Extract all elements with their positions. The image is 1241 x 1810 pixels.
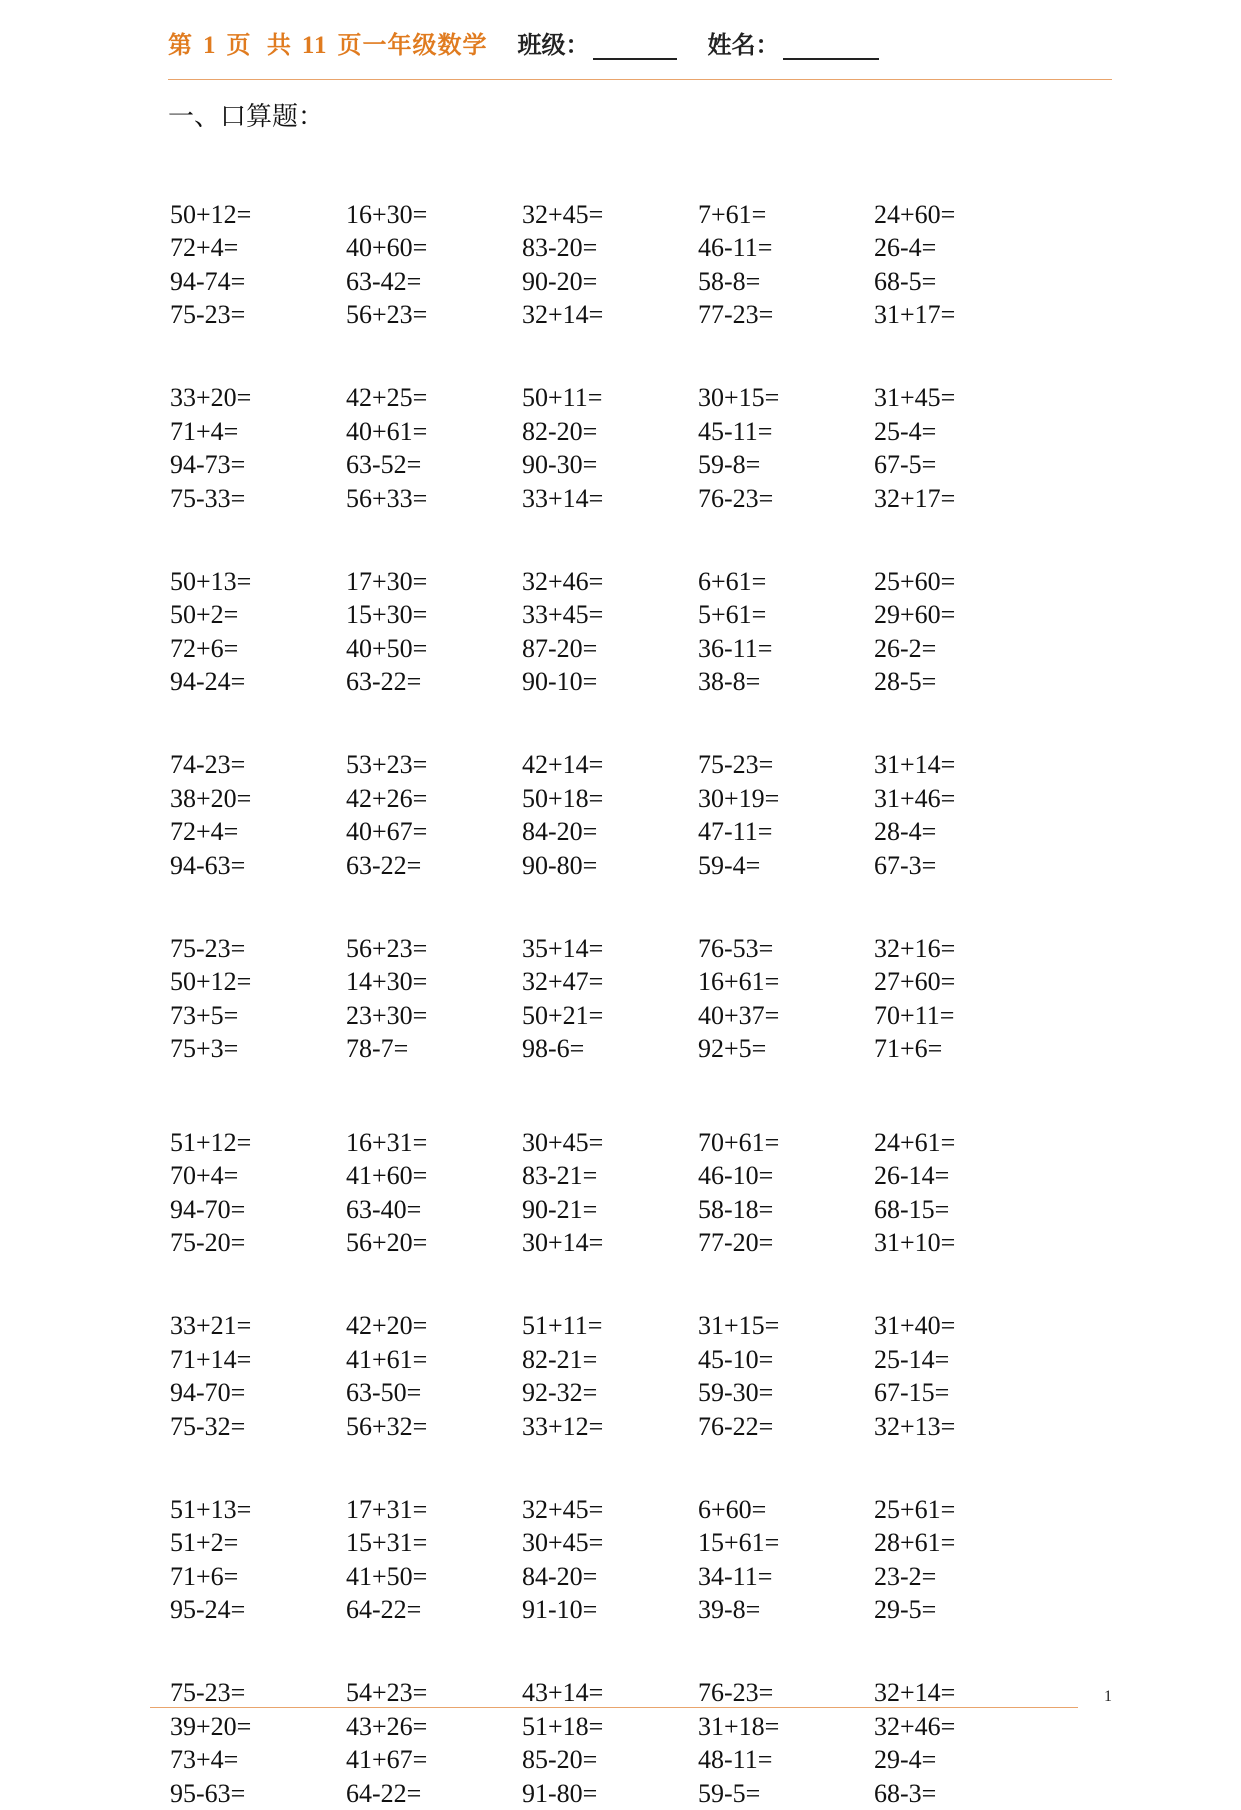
math-problem: 98-6= [522, 1032, 698, 1066]
math-problem: 30+45= [522, 1126, 698, 1160]
math-problem: 59-30= [698, 1376, 874, 1410]
math-problem: 31+45= [874, 381, 1050, 415]
problem-group [170, 932, 1070, 1066]
math-problem: 76-23= [698, 1676, 874, 1710]
math-problem: 54+23= [346, 1676, 522, 1710]
math-problem: 42+25= [346, 381, 522, 415]
math-problem: 42+20= [346, 1309, 522, 1343]
math-problem: 45-10= [698, 1343, 874, 1377]
math-problem: 75+3= [170, 1032, 346, 1066]
math-problem: 72+4= [170, 231, 346, 265]
math-problem: 82-21= [522, 1343, 698, 1377]
math-problem: 31+10= [874, 1226, 1050, 1260]
math-problem: 51+12= [170, 1126, 346, 1160]
problem-group [170, 1676, 1070, 1810]
math-problem: 33+20= [170, 381, 346, 415]
math-problem: 28+61= [874, 1526, 1050, 1560]
math-problem: 91-10= [522, 1593, 698, 1627]
math-problem: 41+60= [346, 1159, 522, 1193]
math-problem: 23-2= [874, 1560, 1050, 1594]
math-problem: 32+13= [874, 1410, 1050, 1444]
math-problem: 30+45= [522, 1526, 698, 1560]
math-problem: 63-22= [346, 849, 522, 883]
math-problem: 15+31= [346, 1526, 522, 1560]
math-problem: 63-40= [346, 1193, 522, 1227]
math-problem: 28-5= [874, 665, 1050, 699]
math-problem: 30+19= [698, 782, 874, 816]
math-problem: 71+14= [170, 1343, 346, 1377]
problem-group [170, 565, 1070, 699]
math-problem: 71+6= [874, 1032, 1050, 1066]
math-problem: 75-23= [698, 748, 874, 782]
math-problem: 45-11= [698, 415, 874, 449]
math-problem: 64-22= [346, 1777, 522, 1810]
math-problem: 33+14= [522, 482, 698, 516]
math-problem: 94-24= [170, 665, 346, 699]
math-problem: 90-10= [522, 665, 698, 699]
math-problem: 41+50= [346, 1560, 522, 1594]
math-problem: 40+61= [346, 415, 522, 449]
math-problem: 50+21= [522, 999, 698, 1033]
math-problem: 50+2= [170, 598, 346, 632]
page-word: 页 [227, 31, 252, 59]
math-problem: 41+67= [346, 1743, 522, 1777]
math-problem: 32+47= [522, 965, 698, 999]
math-problem: 68-5= [874, 265, 1050, 299]
footer-divider [150, 1707, 1078, 1708]
math-problem: 15+30= [346, 598, 522, 632]
math-problem: 58-18= [698, 1193, 874, 1227]
math-problem: 83-20= [522, 231, 698, 265]
math-problem: 94-70= [170, 1376, 346, 1410]
problem-group [170, 1309, 1070, 1443]
math-problem: 47-11= [698, 815, 874, 849]
math-problem: 26-14= [874, 1159, 1050, 1193]
math-problem: 85-20= [522, 1743, 698, 1777]
problem-group [170, 381, 1070, 515]
math-problem: 46-10= [698, 1159, 874, 1193]
math-problem: 24+61= [874, 1126, 1050, 1160]
math-problem: 71+6= [170, 1560, 346, 1594]
math-problem: 31+18= [698, 1710, 874, 1744]
math-problem: 76-53= [698, 932, 874, 966]
math-problem: 15+61= [698, 1526, 874, 1560]
worksheet-title: 页一年级数学 [337, 31, 487, 59]
math-problem: 70+4= [170, 1159, 346, 1193]
math-problem: 90-21= [522, 1193, 698, 1227]
math-problem: 40+50= [346, 632, 522, 666]
math-problem: 31+46= [874, 782, 1050, 816]
total-prefix: 共 [267, 31, 292, 59]
math-problem: 68-15= [874, 1193, 1050, 1227]
math-problem: 56+23= [346, 298, 522, 332]
math-problem: 63-42= [346, 265, 522, 299]
math-problem: 28-4= [874, 815, 1050, 849]
math-problem: 56+32= [346, 1410, 522, 1444]
math-problem: 29-4= [874, 1743, 1050, 1777]
math-problem: 32+46= [522, 565, 698, 599]
math-problem: 32+16= [874, 932, 1050, 966]
math-problem: 94-73= [170, 448, 346, 482]
math-problem: 50+13= [170, 565, 346, 599]
math-problem: 26-4= [874, 231, 1050, 265]
page-number: 1 [1104, 1688, 1112, 1706]
math-problem: 94-63= [170, 849, 346, 883]
math-problem: 63-22= [346, 665, 522, 699]
math-problem: 73+5= [170, 999, 346, 1033]
problem-group [170, 748, 1070, 882]
math-problem: 23+30= [346, 999, 522, 1033]
header-divider [168, 79, 1112, 80]
math-problem: 75-23= [170, 298, 346, 332]
math-problem: 77-20= [698, 1226, 874, 1260]
math-problem: 76-23= [698, 482, 874, 516]
math-problem: 41+61= [346, 1343, 522, 1377]
math-problem: 83-21= [522, 1159, 698, 1193]
math-problem: 63-52= [346, 448, 522, 482]
math-problem: 71+4= [170, 415, 346, 449]
math-problem: 91-80= [522, 1777, 698, 1810]
math-problem: 36-11= [698, 632, 874, 666]
math-problem: 31+40= [874, 1309, 1050, 1343]
math-problem: 75-20= [170, 1226, 346, 1260]
math-problem: 43+14= [522, 1676, 698, 1710]
math-problem: 92+5= [698, 1032, 874, 1066]
math-problem: 56+33= [346, 482, 522, 516]
math-problem: 25-4= [874, 415, 1050, 449]
math-problem: 58-8= [698, 265, 874, 299]
math-problem: 59-4= [698, 849, 874, 883]
math-problem: 64-22= [346, 1593, 522, 1627]
math-problem: 92-32= [522, 1376, 698, 1410]
page-header [168, 20, 879, 64]
math-problem: 73+4= [170, 1743, 346, 1777]
math-problem: 72+6= [170, 632, 346, 666]
math-problem: 34-11= [698, 1560, 874, 1594]
math-problem: 25+61= [874, 1493, 1050, 1527]
math-problem: 33+21= [170, 1309, 346, 1343]
math-problem: 63-50= [346, 1376, 522, 1410]
math-problem: 82-20= [522, 415, 698, 449]
math-problem: 51+18= [522, 1710, 698, 1744]
math-problem: 38+20= [170, 782, 346, 816]
math-problem: 29+60= [874, 598, 1050, 632]
math-problem: 56+20= [346, 1226, 522, 1260]
math-problem: 16+61= [698, 965, 874, 999]
math-problem: 90-80= [522, 849, 698, 883]
math-problem: 16+30= [346, 198, 522, 232]
math-problem: 84-20= [522, 1560, 698, 1594]
math-problem: 33+12= [522, 1410, 698, 1444]
math-problem: 87-20= [522, 632, 698, 666]
math-problem: 14+30= [346, 965, 522, 999]
current-page-number: 1 [203, 32, 217, 59]
math-problem: 30+14= [522, 1226, 698, 1260]
math-problem: 6+61= [698, 565, 874, 599]
math-problem: 46-11= [698, 231, 874, 265]
math-problem: 76-22= [698, 1410, 874, 1444]
math-problem: 6+60= [698, 1493, 874, 1527]
math-problem: 42+26= [346, 782, 522, 816]
math-problem: 56+23= [346, 932, 522, 966]
math-problem: 67-3= [874, 849, 1050, 883]
math-problem: 32+45= [522, 198, 698, 232]
math-problem: 17+31= [346, 1493, 522, 1527]
math-problem: 84-20= [522, 815, 698, 849]
math-problem: 32+14= [874, 1676, 1050, 1710]
math-problem: 27+60= [874, 965, 1050, 999]
math-problem: 39-8= [698, 1593, 874, 1627]
math-problem: 25-14= [874, 1343, 1050, 1377]
math-problem: 16+31= [346, 1126, 522, 1160]
math-problem: 50+12= [170, 965, 346, 999]
math-problem: 32+14= [522, 298, 698, 332]
math-problem: 59-5= [698, 1777, 874, 1810]
math-problem: 38-8= [698, 665, 874, 699]
math-problem: 32+46= [874, 1710, 1050, 1744]
math-problem: 90-30= [522, 448, 698, 482]
page-prefix: 第 [168, 31, 193, 59]
math-problem: 32+17= [874, 482, 1050, 516]
math-problem: 75-23= [170, 932, 346, 966]
total-page-number: 11 [302, 32, 328, 59]
math-problem: 75-32= [170, 1410, 346, 1444]
math-problem: 30+15= [698, 381, 874, 415]
math-problem: 24+60= [874, 198, 1050, 232]
math-problem: 31+15= [698, 1309, 874, 1343]
math-problem: 17+30= [346, 565, 522, 599]
math-problem: 70+61= [698, 1126, 874, 1160]
math-problem: 51+11= [522, 1309, 698, 1343]
math-problem: 32+45= [522, 1493, 698, 1527]
math-problem: 35+14= [522, 932, 698, 966]
class-label: 班级： [517, 25, 589, 60]
math-problem: 50+11= [522, 381, 698, 415]
math-problem: 40+60= [346, 231, 522, 265]
math-problem: 31+17= [874, 298, 1050, 332]
math-problem: 67-15= [874, 1376, 1050, 1410]
math-problem: 53+23= [346, 748, 522, 782]
math-problem: 5+61= [698, 598, 874, 632]
math-problem: 25+60= [874, 565, 1050, 599]
math-problem: 40+67= [346, 815, 522, 849]
math-problem: 77-23= [698, 298, 874, 332]
math-problem: 7+61= [698, 198, 874, 232]
math-problem: 94-70= [170, 1193, 346, 1227]
name-field [707, 25, 879, 60]
math-problem: 33+45= [522, 598, 698, 632]
problem-groups [170, 148, 1070, 1810]
math-problem: 70+11= [874, 999, 1050, 1033]
math-problem: 59-8= [698, 448, 874, 482]
math-problem: 94-74= [170, 265, 346, 299]
math-problem: 95-63= [170, 1777, 346, 1810]
name-label: 姓名： [707, 25, 779, 60]
math-problem: 42+14= [522, 748, 698, 782]
math-problem: 67-5= [874, 448, 1050, 482]
math-problem: 72+4= [170, 815, 346, 849]
math-problem: 48-11= [698, 1743, 874, 1777]
math-problem: 75-33= [170, 482, 346, 516]
class-blank[interactable] [593, 34, 677, 60]
math-problem: 95-24= [170, 1593, 346, 1627]
class-field [517, 25, 677, 60]
math-problem: 29-5= [874, 1593, 1050, 1627]
page-info [168, 25, 487, 60]
math-problem: 75-23= [170, 1676, 346, 1710]
math-problem: 51+2= [170, 1526, 346, 1560]
problem-group [170, 198, 1070, 332]
name-blank[interactable] [783, 34, 879, 60]
problem-group [170, 1493, 1070, 1627]
math-problem: 39+20= [170, 1710, 346, 1744]
math-problem: 74-23= [170, 748, 346, 782]
section-title: 一、口算题： [168, 96, 324, 133]
math-problem: 40+37= [698, 999, 874, 1033]
math-problem: 26-2= [874, 632, 1050, 666]
math-problem: 50+12= [170, 198, 346, 232]
math-problem: 68-3= [874, 1777, 1050, 1810]
math-problem: 31+14= [874, 748, 1050, 782]
math-problem: 43+26= [346, 1710, 522, 1744]
math-problem: 50+18= [522, 782, 698, 816]
math-problem: 51+13= [170, 1493, 346, 1527]
math-problem: 90-20= [522, 265, 698, 299]
math-problem: 78-7= [346, 1032, 522, 1066]
problem-group [170, 1126, 1070, 1260]
